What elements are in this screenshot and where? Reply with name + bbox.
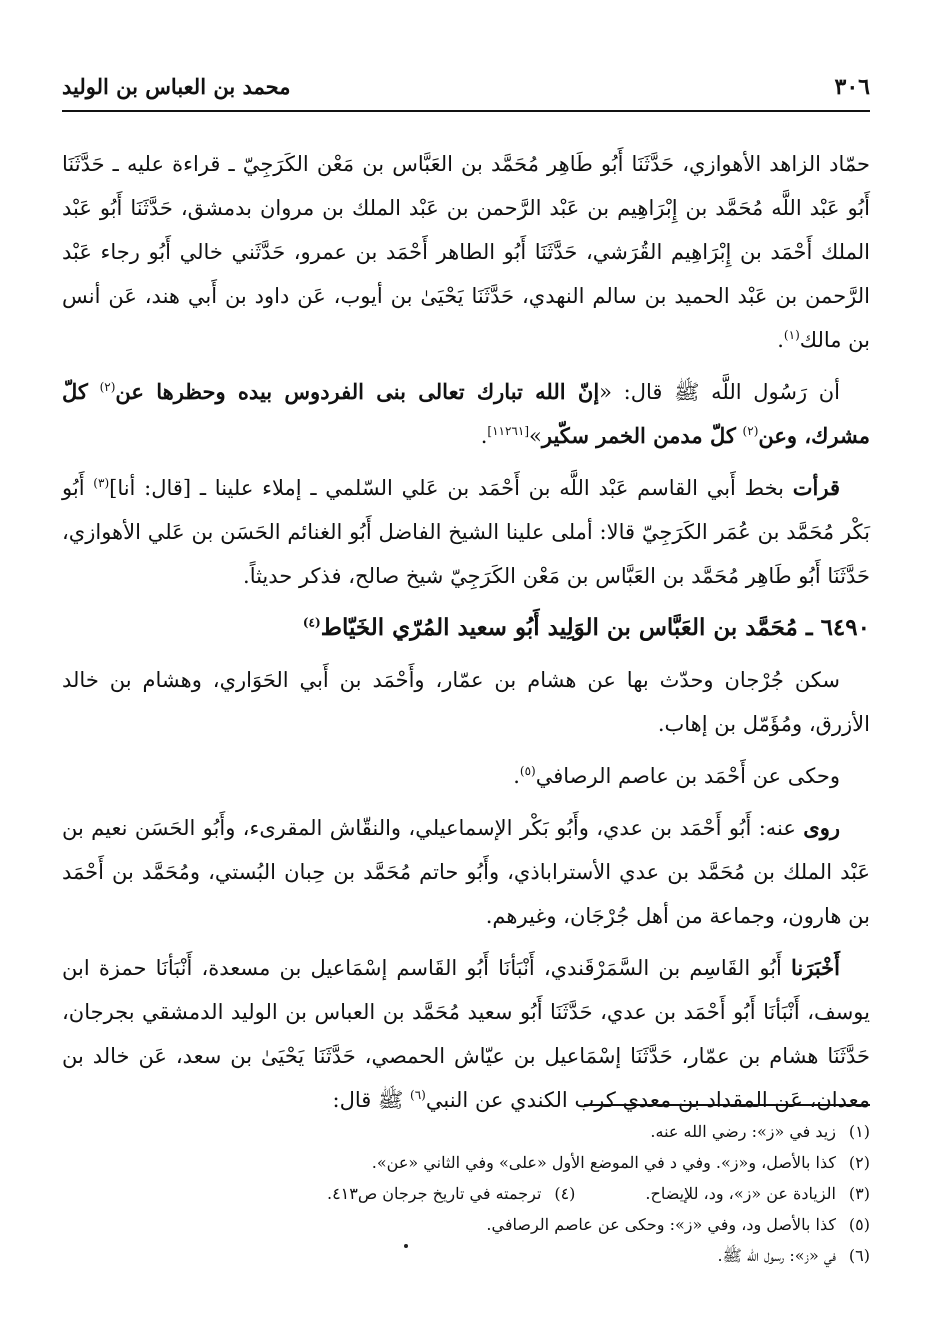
hadith-reference: [١١٢٦١] xyxy=(487,424,530,438)
footnote-rule xyxy=(584,1104,870,1106)
footnote-2: (٢)كذا بالأصل، و«ز». وفي د في الموضع الأول «على» وفي الثاني «عن». xyxy=(371,1153,870,1172)
footnote-6: (٦)في «ز»: رسول الله ﷺ. xyxy=(717,1246,870,1265)
paragraph-isnad: حمّاد الزاهد الأهوازي، حَدَّثَنَا أَبُو طَاهِر مُحَمَّد بن العَبَّاس بن مَعْن الكَرَجِيّ ـ قراءة عليه ـ حَدَّثَنَا أَبُو عَبْد اللَّه مُحَمَّد بن إِبْرَاهِيم بن عَبْد الرَّحمن بن عَبْد الملك بن مروان بدمشق، حَدَّثَنَا أَبُو عَبْد الملك أَحْمَد بن إِبْرَاهِيم القُرَشي، حَدَّثَنَا أَبُو الطاهر أَحْمَد بن عمرو، حَدَّثَني خالي أَبُو رجاء عَبْد الرَّحمن بن عَبْد الحميد بن سالم النهدي، حَدَّثَنَا يَحْيَىٰ بن أيوب، عَن داود بن أَبي هند، عَن أنس بن مالك$^{(١)}$. xyxy=(62,152,870,352)
page-number: ٣٠٦ xyxy=(834,74,870,100)
page-header xyxy=(62,70,870,110)
entry-heading: ٦٤٩٠ ـ مُحَمَّد بن العَبَّاس بن الوَلِيد أَبُو سعيد المُرّي الخَيّاط$^{(٤)}$ xyxy=(302,614,870,641)
running-title: محمد بن العباس بن الوليد xyxy=(62,74,291,99)
main-text xyxy=(62,142,870,1130)
paragraph-haka: وحكى عن أَحْمَد بن عاصم الرصافي$^{(٥)}$. xyxy=(513,764,840,788)
paragraph-hadith: أن رَسُول اللَّه ﷺ قال: «إنّ الله تبارك تعالى بنى الفردوس بيده وحظرها عن$^{(٢)}$ كلّ مشرك، وعن$^{(٢)}$ كلّ مدمن الخمر سكّير»[١١٢٦١]. xyxy=(62,379,870,448)
footnotes xyxy=(62,1116,870,1271)
paragraph-qara-tu: قرأت بخط أَبي القاسم عَبْد اللَّه بن أَحْمَد بن عَلي السّلمي ـ إملاء علينا ـ [قال: أنا]$^{(٣)}$ أَبُو بَكْر مُحَمَّد بن عُمَر الكَرَجِيّ قالا: أملى علينا الشيخ الفاضل أَبُو الغنائم الحَسَن بن عَلي الأهوازي، حَدَّثَنَا أَبُو طَاهِر مُحَمَّد بن العَبَّاس بن مَعْن الكَرَجِيّ شيخ صالح، فذكر حديثاً. xyxy=(62,475,870,588)
ink-speck xyxy=(404,1244,408,1248)
footnote-3-4: (٣)الزيادة عن «ز»، ود، للإيضاح.(٤)ترجمته في تاريخ جرجان ص٤١٣. xyxy=(326,1184,870,1203)
paragraph-bio: سكن جُرْجان وحدّث بها عن هشام بن عمّار، وأَحْمَد بن أَبي الحَوَاري، وهشام بن خالد الأزرق، ومُؤَمّل بن إهاب. xyxy=(62,668,870,736)
paragraph-rawa: روى عنه: أَبُو أَحْمَد بن عدي، وأَبُو بَكْر الإسماعيلي، والنقّاش المقرىء، وأَبُو الحَسَن نعيم بن عَبْد الملك بن مُحَمَّد بن عدي الأستراباذي، وأَبُو حاتم مُحَمَّد بن حِبان البُستي، ومُحَمَّد بن أَحْمَد بن هارون، وجماعة من أهل جُرْجَان، وغيرهم. xyxy=(62,815,870,928)
header-rule xyxy=(62,110,870,112)
footnote-1: (١)زيد في «ز»: رضي الله عنه. xyxy=(650,1122,870,1141)
paragraph-akhbarana: أَخْبَرَنا أَبُو القَاسِم بن السَّمَرْقَندي، أَنْبَأنَا أَبُو القَاسم إسْمَاعيل بن مسعدة، أَنْبَأنَا حمزة ابن يوسف، أَنْبَأنَا أَبُو أَحْمَد بن عدي، حَدَّثَنَا أَبُو سعيد مُحَمَّد بن العباس بن الوليد الدمشقي بجرجان، حَدَّثَنَا هشام بن عمّار، حَدَّثَنَا إسْمَاعيل بن عيّاش الحمصي، حَدَّثَنَا يَحْيَىٰ بن سعد، عَن خالد بن معدان، عَن المقداد بن معدي كرب الكندي عن النبي$^{(٦)}$ ﷺ قال: xyxy=(62,955,870,1112)
footnote-5: (٥)كذا بالأصل ود، وفي «ز»: وحكى عن عاصم الرصافي. xyxy=(486,1215,870,1234)
